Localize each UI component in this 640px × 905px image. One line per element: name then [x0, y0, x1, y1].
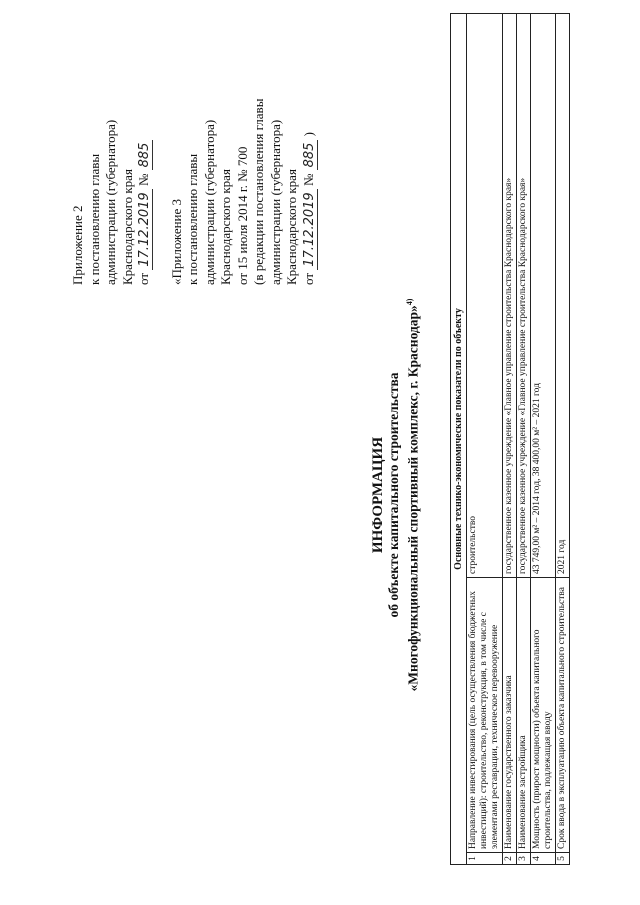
row-value: 43 749,00 м² – 2014 год, 38 400,00 м² – 2021 год [531, 14, 556, 578]
appendix-line: к постановлению главы [86, 153, 102, 285]
row-label: Наименование государственного заказчика [503, 578, 517, 853]
table-header-row [451, 14, 467, 865]
quote-line: от 15 июля 2014 г. № 700 [234, 146, 250, 285]
footnote-mark: 4) [405, 298, 414, 306]
table-row [467, 14, 503, 865]
row-label: Наименование застройщика [517, 578, 531, 853]
quote-line: (в редакции постановления главы [251, 98, 266, 285]
quote-title: «Приложение 3 [168, 198, 184, 285]
title-object-name [402, 235, 422, 755]
appendix-date-line [136, 25, 153, 285]
appendix-line: Краснодарского края [119, 169, 135, 285]
object-name: «Многофункциональный спортивный комплекс, г. Краснодар» [405, 305, 421, 692]
closing-paren: ) [300, 131, 316, 137]
title-main: ИНФОРМАЦИЯ [370, 436, 386, 554]
table-row [531, 14, 556, 865]
row-label: Направление инвестирования (цель осуществления бюджетных инвестиций): строительство, реконструкция, в том числе с элементами реставрации, техническое перевооружение [467, 578, 503, 853]
row-number: 4 [531, 853, 556, 865]
appendix-line: администрации (губернатора) [103, 119, 118, 285]
date-prefix: от [136, 272, 151, 285]
quote-line: Краснодарского края [218, 169, 233, 285]
handwritten-number: 885 [303, 140, 318, 171]
row-value: государственное казенное учреждение «Главное управление строительства Краснодарского края» [517, 14, 531, 578]
table-row [503, 14, 517, 865]
date-prefix: от [300, 272, 316, 285]
row-label: Мощность (прирост мощности) объекта капитального строительства, подлежащая вводу [531, 578, 556, 853]
quote-line: к постановлению главы [185, 153, 200, 285]
row-value: государственное казенное учреждение «Главное управление строительства Краснодарского края» [503, 14, 517, 578]
row-number: 2 [503, 853, 517, 865]
table-row [556, 14, 570, 865]
row-number: 5 [556, 853, 570, 865]
row-value: 2021 год [556, 14, 570, 578]
handwritten-date: 17.12.2019 [138, 189, 153, 269]
quote-line: Краснодарского края [284, 169, 299, 285]
row-number: 3 [517, 853, 531, 865]
table-header: Основные технико-экономические показатели по объекту [451, 14, 467, 865]
handwritten-number: 885 [138, 140, 153, 171]
handwritten-date: 17.12.2019 [303, 189, 318, 269]
row-label: Срок ввода в эксплуатацию объекта капитального строительства [556, 578, 570, 853]
row-number: 1 [467, 853, 503, 865]
appendix-title: Приложение 2 [70, 205, 85, 285]
number-prefix: № [136, 173, 151, 187]
row-value: строительство [467, 14, 503, 578]
appendix-header [70, 25, 317, 285]
title-sub: об объекте капитального строительства [386, 372, 401, 618]
quote-date-line [301, 25, 318, 285]
document-title [370, 235, 422, 755]
number-prefix: № [300, 173, 316, 187]
quote-line: администрации (губернатора) [201, 119, 217, 285]
spacer [153, 25, 169, 285]
indicators-table [450, 13, 570, 865]
quote-line: администрации (губернатора) [267, 119, 283, 285]
table-row [517, 14, 531, 865]
